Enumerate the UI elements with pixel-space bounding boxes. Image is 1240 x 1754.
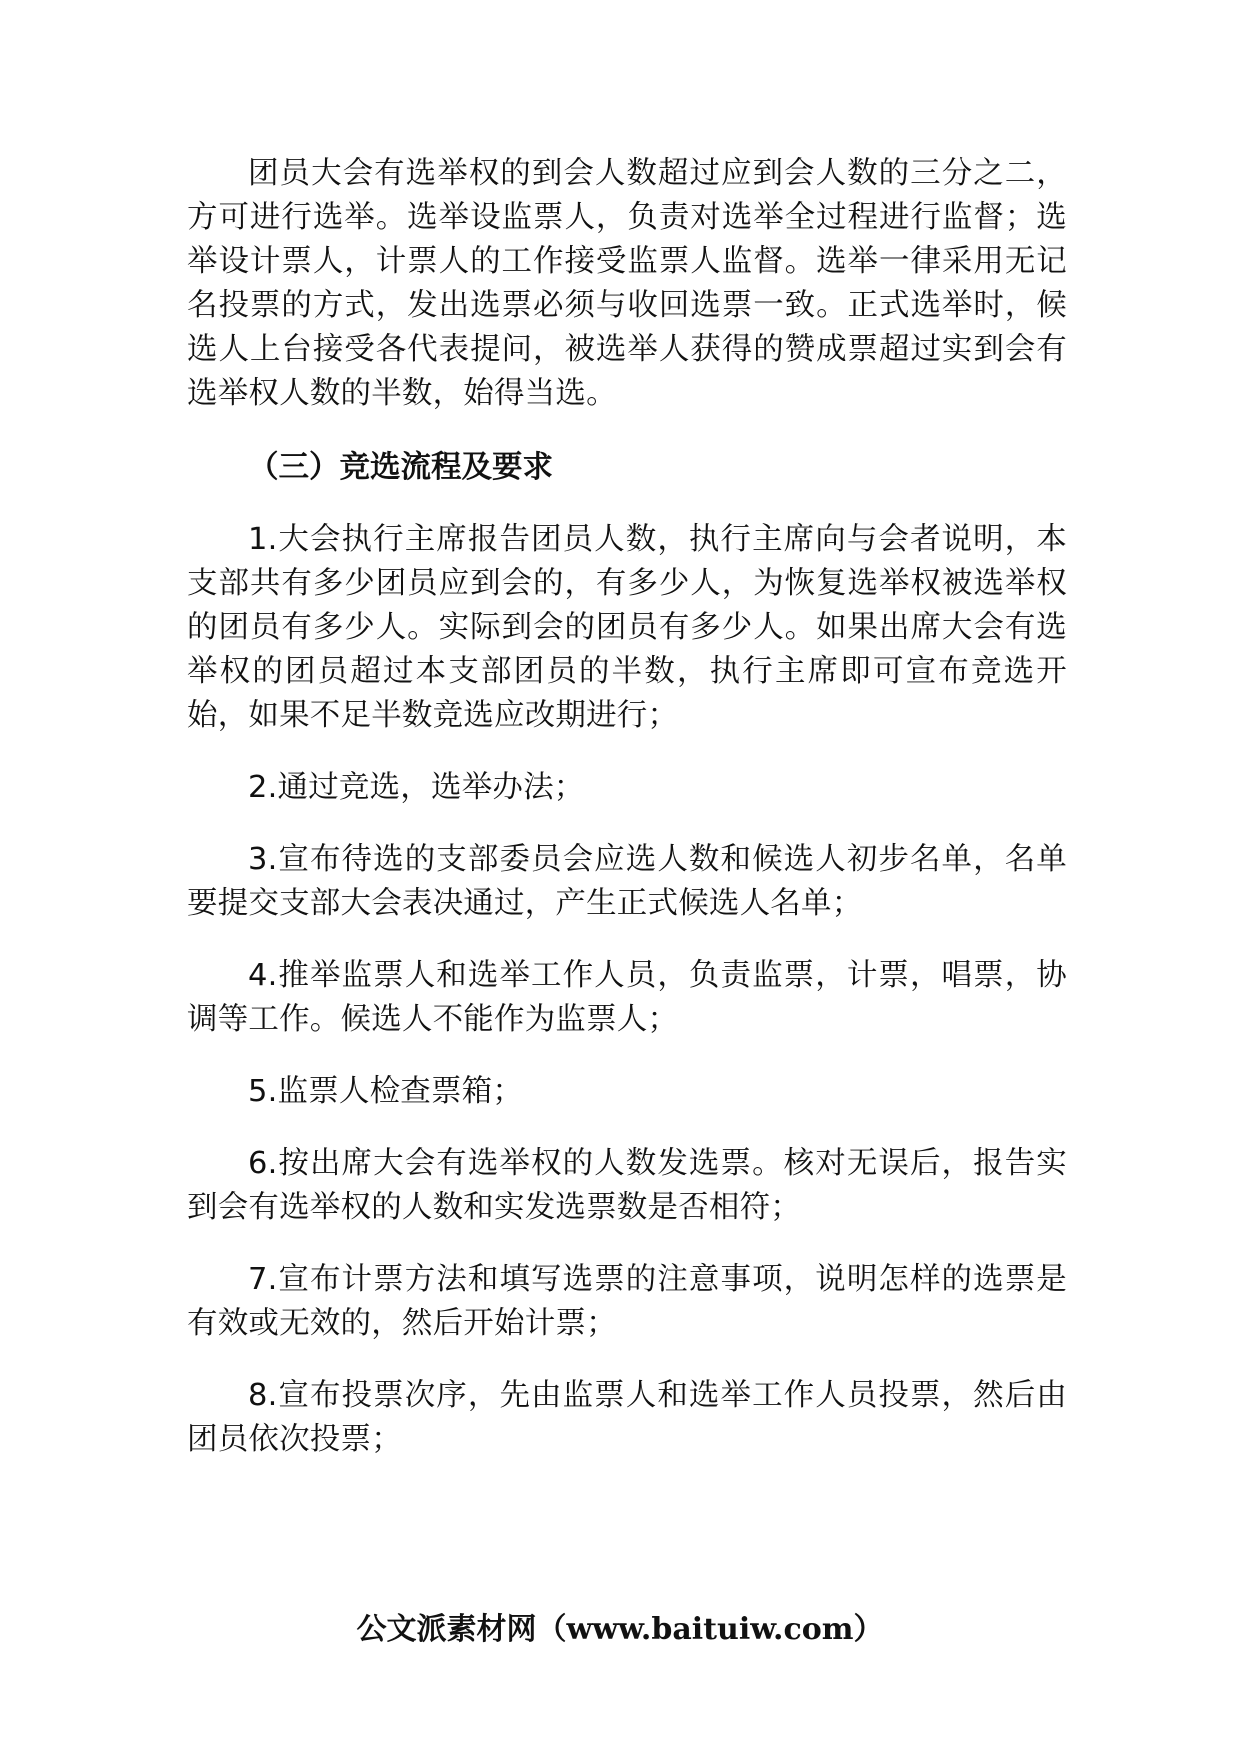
list-item-1: 1.大会执行主席报告团员人数，执行主席向与会者说明，本支部共有多少团员应到会的，有多少人，为恢复选举权被选举权的团员有多少人。实际到会的团员有多少人。如果出席大会有选举权的团员超过本支部团员的半数，执行主席即可宣布竞选开始，如果不足半数竞选应改期进行； xyxy=(187,522,1067,733)
list-item-4: 4.推举监票人和选举工作人员，负责监票，计票，唱票，协调等工作。候选人不能作为监票人； xyxy=(187,958,1067,1037)
section-heading: （三）竞选流程及要求 xyxy=(248,450,553,485)
list-item-6: 6.按出席大会有选举权的人数发选票。核对无误后，报告实到会有选举权的人数和实发选票数是否相符； xyxy=(187,1146,1067,1225)
list-item-5: 5.监票人检查票箱； xyxy=(248,1074,524,1109)
list-item-2: 2.通过竞选，选举办法； xyxy=(248,770,585,805)
paragraph-election-rules: 团员大会有选举权的到会人数超过应到会人数的三分之二，方可进行选举。选举设监票人，负责对选举全过程进行监督；选举设计票人，计票人的工作接受监票人监督。选举一律采用无记名投票的方式，发出选票必须与收回选票一致。正式选举时，候选人上台接受各代表提问，被选举人获得的赞成票超过实到会有选举权人数的半数，始得当选。 xyxy=(187,156,1067,411)
list-item-8: 8.宣布投票次序，先由监票人和选举工作人员投票，然后由团员依次投票； xyxy=(187,1378,1067,1457)
list-item-3: 3.宣布待选的支部委员会应选人数和候选人初步名单，名单要提交支部大会表决通过，产生正式候选人名单； xyxy=(187,842,1067,921)
list-item-7: 7.宣布计票方法和填写选票的注意事项，说明怎样的选票是有效或无效的，然后开始计票； xyxy=(187,1262,1067,1341)
document-body xyxy=(187,152,1067,1462)
page-footer: 公文派素材网（www.baituiw.com） xyxy=(356,1612,884,1647)
